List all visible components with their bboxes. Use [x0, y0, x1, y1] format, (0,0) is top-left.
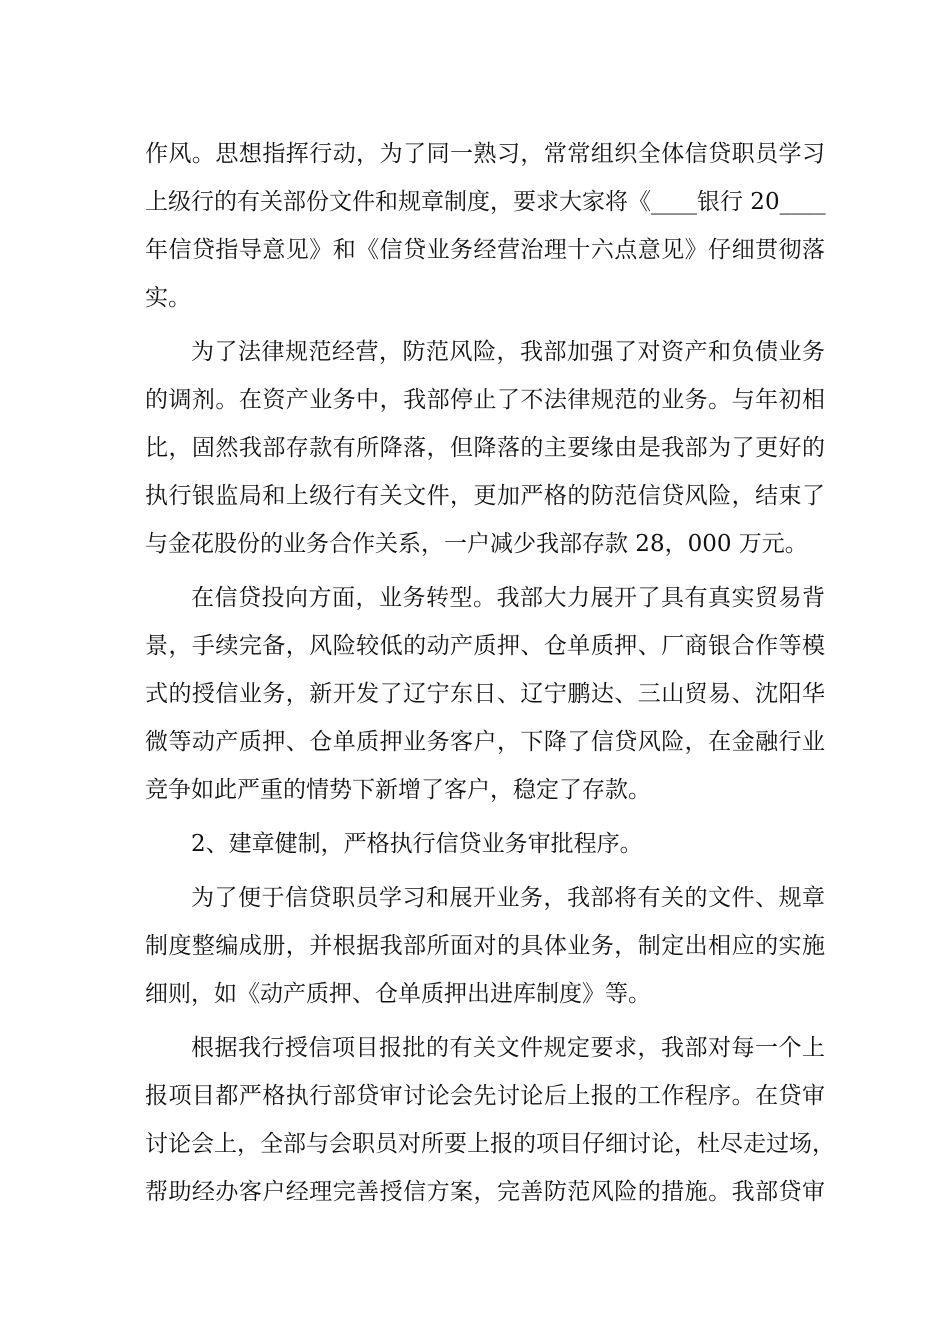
text-line: 与金花股份的业务合作关系，一户减少我部存款 28，000 万元。	[145, 531, 808, 557]
paragraph-first-line: 根据我行授信项目报批的有关文件规定要求，我部对每一个上	[191, 1035, 825, 1061]
section-heading: 2、建章健制，严格执行信贷业务审批程序。	[191, 831, 643, 857]
paragraph-first-line: 在信贷投向方面，业务转型。我部大力展开了具有真实贸易背	[191, 585, 825, 611]
text-line: 报项目都严格执行部贷审讨论会先讨论后上报的工作程序。在贷审	[145, 1083, 825, 1109]
text-line: 比，固然我部存款有所降落，但降落的主要缘由是我部为了更好的	[145, 435, 825, 461]
text-line: 细则，如《动产质押、仓单质押出进库制度》等。	[145, 981, 651, 1007]
text-line: 实。	[145, 285, 191, 311]
text-line: 帮助经办客户经理完善授信方案，完善防范风险的措施。我部贷审	[145, 1179, 825, 1205]
paragraph-first-line: 为了法律规范经营，防范风险，我部加强了对资产和负债业务	[191, 339, 825, 365]
text-line: 年信贷指导意见》和《信贷业务经营治理十六点意见》仔细贯彻落	[145, 237, 825, 263]
text-line: 的调剂。在资产业务中，我部停止了不法律规范的业务。与年初相	[145, 387, 825, 413]
text-line: 竞争如此严重的情势下新增了客户，稳定了存款。	[145, 777, 651, 803]
paragraph-first-line: 为了便于信贷职员学习和展开业务，我部将有关的文件、规章	[191, 885, 825, 911]
text-line: 微等动产质押、仓单质押业务客户，下降了信贷风险，在金融行业	[145, 729, 825, 755]
text-line: 讨论会上，全部与会职员对所要上报的项目仔细讨论，杜尽走过场，	[145, 1131, 835, 1157]
text-line: 作风。思想指挥行动，为了同一熟习，常常组织全体信贷职员学习	[145, 141, 825, 167]
text-line: 制度整编成册，并根据我部所面对的具体业务，制定出相应的实施	[145, 933, 825, 959]
text-line: 景，手续完备，风险较低的动产质押、仓单质押、厂商银合作等模	[145, 633, 825, 659]
text-line: 执行银监局和上级行有关文件，更加严格的防范信贷风险，结束了	[145, 483, 825, 509]
text-line: 上级行的有关部份文件和规章制度，要求大家将《____银行 20____	[145, 189, 826, 215]
text-line: 式的授信业务，新开发了辽宁东日、辽宁鹏达、三山贸易、沈阳华	[145, 681, 825, 707]
